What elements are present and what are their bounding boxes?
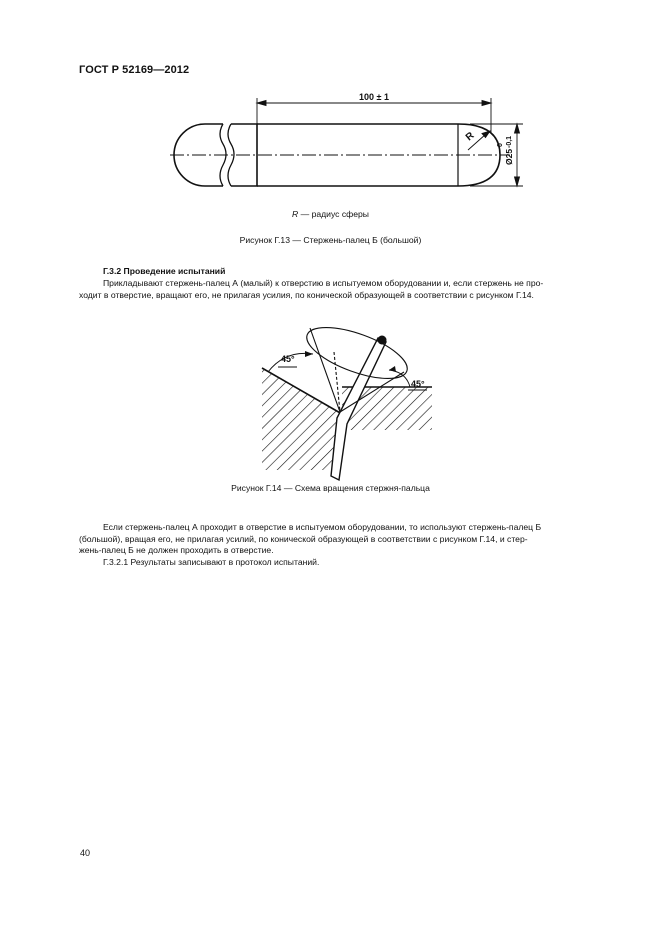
- paragraph-1-line-2: ходит в отверстие, вращают его, не прилагая усилия, по конической образующей в соответствии с рисунком Г.14.: [79, 289, 534, 300]
- dim-tol-upper: 0: [497, 143, 504, 147]
- angle-left-label: 45°: [281, 354, 295, 364]
- figure-14-caption: Рисунок Г.14 — Схема вращения стержня-пальца: [231, 483, 430, 493]
- legend-text: — радиус сферы: [300, 209, 369, 219]
- section-heading: Г.3.2 Проведение испытаний: [103, 266, 226, 276]
- dim-length-label: 100 ± 1: [359, 92, 389, 102]
- paragraph-2: [79, 522, 611, 568]
- document-header: ГОСТ Р 52169—2012: [79, 64, 190, 76]
- paragraph-1-line-1: Прикладывают стержень-палец А (малый) к отверстию в испытуемом оборудовании и, если стержень не про-: [103, 278, 544, 288]
- dim-tol-lower: -0,1: [506, 135, 513, 148]
- paragraph-2-line-3: жень-палец Б не должен проходить в отверстие.: [79, 545, 274, 556]
- page-number: 40: [80, 848, 91, 858]
- paragraph-2-line-2: (большой), вращая его, не прилагая усилий, по конической образующей в соответствии с рисунком Г.14, и стер-: [79, 533, 528, 544]
- dim-radius-label: R: [463, 130, 477, 144]
- angle-right-label: 45°: [411, 379, 425, 389]
- figure-13-caption: Рисунок Г.13 — Стержень-палец Б (большой): [239, 235, 422, 245]
- clause-3-2-1: Г.3.2.1 Результаты записывают в протокол испытаний.: [103, 556, 320, 567]
- dim-diameter-label: Ø25: [504, 148, 514, 165]
- legend-symbol: R: [292, 209, 299, 219]
- paragraph-2-line-1: Если стержень-палец А проходит в отверстие в испытуемом оборудовании, то используют стержень-палец Б: [103, 522, 542, 532]
